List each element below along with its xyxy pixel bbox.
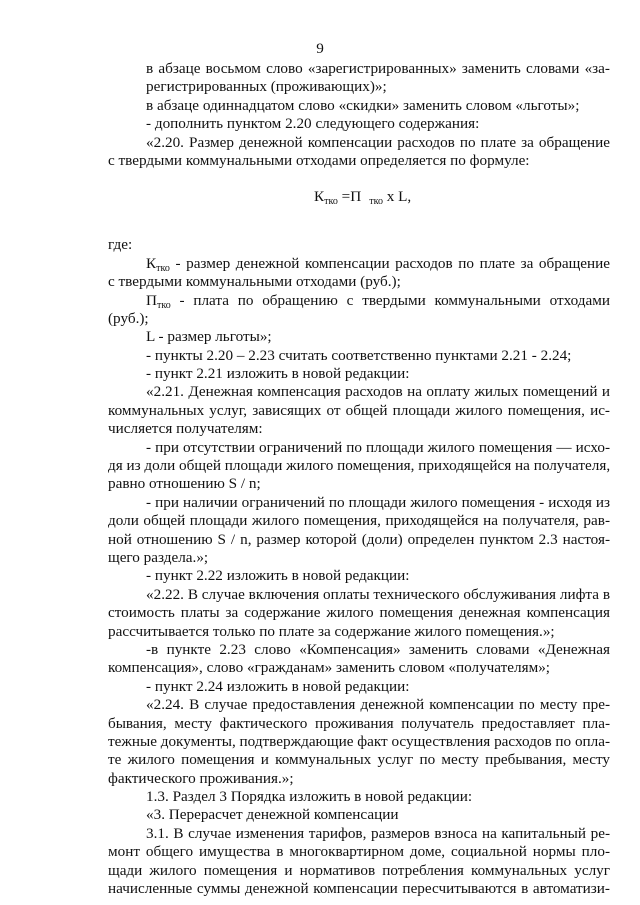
text-line: «2.22. В случае включения оплаты технического обслуживания лифта в — [146, 585, 610, 603]
formula-k-subscript: тко — [324, 196, 338, 208]
p-definition-text: - плата по обращению с твердыми коммунальными отходами — [170, 291, 610, 309]
text-line: в абзаце одиннадцатом слово «скидки» заменить словом «льготы»; — [146, 96, 580, 114]
text-line: бывания, месту фактического проживания получатель предоставляет пла- — [108, 714, 610, 732]
formula-equals-p: =П — [337, 188, 362, 206]
text-line: - пункт 2.24 изложить в новой редакции: — [146, 677, 410, 695]
text-line: «3. Перерасчет денежной компенсации — [146, 806, 399, 824]
p-symbol: П — [146, 291, 157, 309]
text-line: щего раздела.»; — [108, 548, 209, 566]
text-line: те жилого помещения и коммунальных услуг по месту пребывания, месту — [108, 751, 610, 769]
definition-k-line — [108, 255, 610, 273]
text-line: 3.1. В случае изменения тарифов, размеров взноса на капитальный ре- — [146, 824, 610, 842]
formula-k: К — [314, 188, 325, 206]
formula-p-subscript: тко — [369, 196, 383, 208]
text-line: регистрированных (проживающих)»; — [146, 78, 387, 96]
text-line: - при наличии ограничений по площади жилого помещения - исходя из — [146, 493, 610, 511]
page-number: 9 — [316, 40, 324, 57]
k-definition-text: - размер денежной компенсации расходов по плате за обращение — [169, 254, 610, 272]
definitions — [108, 236, 610, 328]
document-body — [108, 60, 610, 898]
text-line: «2.24. В случае предоставления денежной компенсации по месту пре- — [146, 696, 610, 714]
definition-p-line — [108, 292, 610, 310]
text-line: тежные документы, подтверждающие факт осуществления расходов по опла- — [108, 732, 611, 750]
text-line: 1.3. Раздел 3 Порядка изложить в новой редакции: — [146, 788, 473, 806]
k-subscript: тко — [156, 262, 170, 274]
text-line: - дополнить пунктом 2.20 следующего содержания: — [146, 115, 480, 133]
text-line: «2.20. Размер денежной компенсации расходов по плате за обращение — [146, 133, 610, 151]
text-line: монт общего имущества в многоквартирном доме, социальной нормы пло- — [108, 843, 610, 861]
formula-rest: x L, — [382, 188, 412, 206]
text-line: стоимость платы за содержание жилого помещения денежная компенсация — [108, 604, 610, 622]
text-line: - пункт 2.21 изложить в новой редакции: — [146, 365, 410, 383]
text-line: компенсация», слово «гражданам» заменить словом «получателям»; — [108, 659, 551, 677]
text-line: «2.21. Денежная компенсация расходов на оплату жилых помещений и — [146, 383, 610, 401]
text-line: равно отношению S / n; — [108, 475, 261, 493]
text-line: рассчитывается только по плате за содержание жилого помещения.»; — [108, 622, 555, 640]
p-subscript: тко — [156, 299, 171, 311]
k-symbol: К — [146, 254, 157, 272]
text-line: в абзаце восьмом слово «зарегистрированных» заменить словами «за- — [146, 60, 610, 77]
definition-k-line-2: с твердыми коммунальными отходами (руб.); — [108, 273, 401, 291]
text-line: - при отсутствии ограничений по площади жилого помещения — исхо- — [146, 438, 610, 456]
text-line: числяется получателям: — [108, 420, 263, 438]
text-line: с твердыми коммунальными отходами определяется по формуле: — [108, 151, 530, 169]
text-line: L - размер льготы»; — [146, 328, 272, 346]
text-line: - пункт 2.22 изложить в новой редакции: — [146, 567, 410, 585]
formula — [108, 184, 610, 212]
bottom-paragraphs — [108, 328, 610, 898]
text-line: фактического проживания.»; — [108, 769, 294, 787]
top-paragraphs — [108, 60, 610, 170]
text-line: -в пункте 2.23 слово «Компенсация» заменить словами «Денежная — [146, 640, 610, 658]
text-line: дя из доли общей площади жилого помещения, приходящейся на получателя, — [108, 457, 611, 475]
text-line: ной отношению S / n, размер которой (доли) определен пунктом 2.3 настоя- — [108, 530, 610, 548]
text-line: щади жилого помещения и нормативов потребления коммунальных услуг — [108, 861, 610, 879]
formula-expression — [314, 188, 411, 211]
text-line: - пункты 2.20 – 2.23 считать соответственно пунктами 2.21 - 2.24; — [146, 346, 572, 364]
definition-p-line-2: (руб.); — [108, 309, 149, 327]
text-line: коммунальных услуг, зависящих от общей площади жилого помещения, ис- — [108, 401, 610, 419]
where-line: где: — [108, 236, 133, 254]
text-line: доли общей площади жилого помещения, приходящейся на получателя, рав- — [108, 512, 610, 530]
text-line: начисленные суммы денежной компенсации пересчитываются в автоматизи- — [108, 880, 610, 898]
